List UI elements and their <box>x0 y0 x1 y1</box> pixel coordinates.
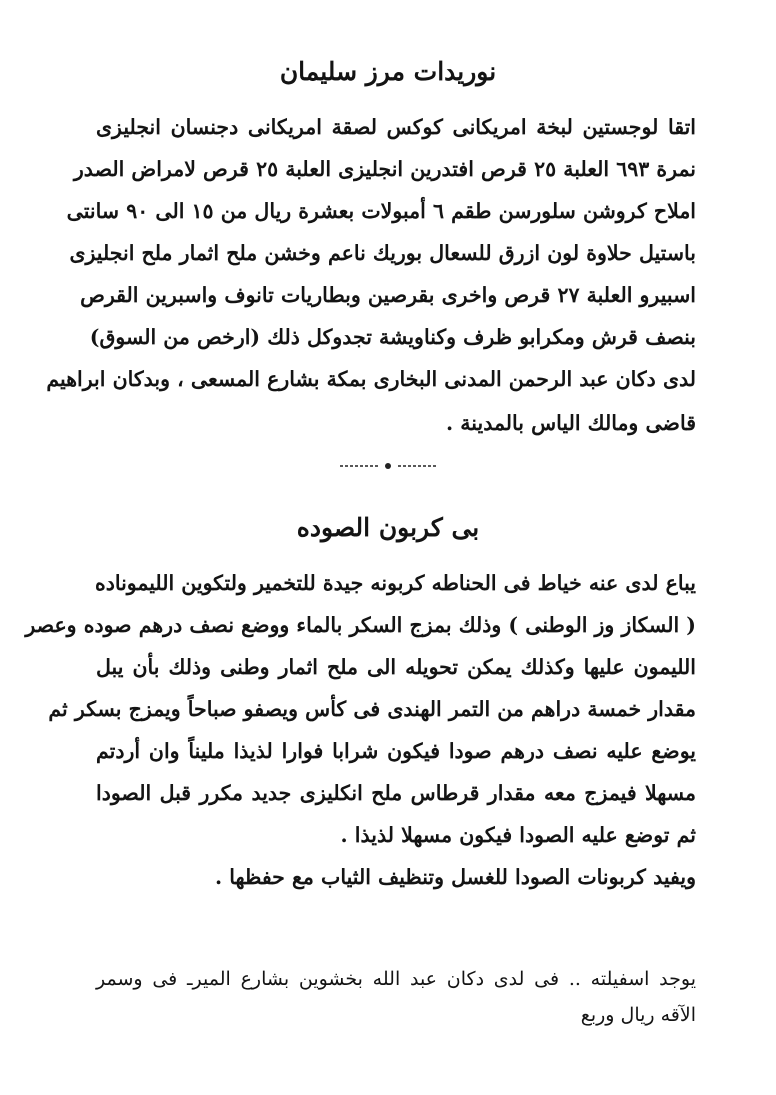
section1-line: اسبيرو العلبة ٢٧ قرص واخرى بقرصين وبطاريات تانوف واسبرين القرص <box>80 283 696 307</box>
section2-line: يباع لدى عنه خياط فى الحناطه كربونه جيدة للتخمير ولتكوين الليموناده <box>94 571 696 595</box>
section1-line: بنصف قرش ومكرابو ظرف وكناويشة تجدوكل ذلك (ارخص من السوق) <box>89 325 696 349</box>
section2-title: بى كربون الصوده <box>296 513 480 542</box>
notice-line: يوجد اسفيلته .. فى لدى دكان عبد الله بخشوين بشارع الميرـ فى وسمر <box>96 968 696 990</box>
section1-line: لدى دكان عبد الرحمن المدنى البخارى بمكة بشارع المسعى ، وبدكان ابراهيم <box>46 367 696 391</box>
section1-line: اتقا لوجستين لبخة امريكانى كوكس لصقة امريكانى دجنسان انجليزى <box>96 115 696 139</box>
section1-line: املاح كروشن سلورسن طقم ٦ أمبولات بعشرة ريال من ١٥ الى ٩٠ سانتى <box>66 199 696 223</box>
section1-line: نمرة ٦٩٣ العلبة ٢٥ قرص افتدرين انجليزى العلبة ٢٥ قرص لامراض الصدر <box>73 157 696 181</box>
section2-line: ( السكاز وز الوطنى ) وذلك بمزج السكر بالماء ووضع نصف درهم صوده وعصر <box>25 613 696 637</box>
ornament-divider <box>338 461 438 471</box>
section2-line: ويفيد كربونات الصودا للغسل وتنظيف الثياب مع حفظها . <box>215 865 696 889</box>
section2-line: مقدار خمسة دراهم من التمر الهندى فى كأس ويصفو صباحاً ويمزج بسكر ثم <box>48 697 696 721</box>
notice-line: الآقه ريال وربع <box>580 1004 696 1026</box>
section2-line: يوضع عليه نصف درهم صودا فيكون شرابا فوارا لذيذا مليناً وان أردتم <box>96 739 696 763</box>
section1-line: باستيل حلاوة لون ازرق للسعال بوريك ناعم وخشن ملح اثمار ملح انجليزى <box>69 241 696 265</box>
section1-title: نوريدات مرز سليمان <box>279 57 497 86</box>
section2-line: ثم توضع عليه الصودا فيكون مسهلا لذيذا . <box>340 823 696 847</box>
section1-line: قاضى ومالك الياس بالمدينة . <box>446 411 696 435</box>
section2-line: الليمون عليها وكذلك يمكن تحويله الى ملح اثمار وطنى وذلك بأن يبل <box>96 655 696 679</box>
section2-line: مسهلا فيمزج معه مقدار قرطاس ملح انكليزى جديد مكرر قبل الصودا <box>96 781 696 805</box>
